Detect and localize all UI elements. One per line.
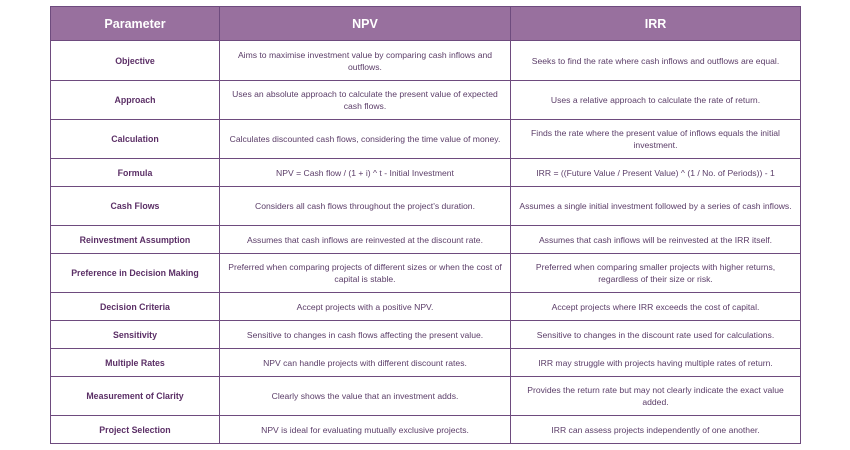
parameter-cell: Decision Criteria xyxy=(51,293,220,321)
parameter-cell: Measurement of Clarity xyxy=(51,377,220,416)
irr-cell: Finds the rate where the present value of inflows equals the initial investment. xyxy=(511,120,801,159)
parameter-cell: Reinvestment Assumption xyxy=(51,226,220,254)
irr-cell: Preferred when comparing smaller projects with higher returns, regardless of their size or risk. xyxy=(511,254,801,293)
irr-cell: Seeks to find the rate where cash inflows and outflows are equal. xyxy=(511,41,801,81)
npv-cell: Assumes that cash inflows are reinvested at the discount rate. xyxy=(220,226,511,254)
table-row xyxy=(51,159,801,187)
npv-cell: NPV is ideal for evaluating mutually exclusive projects. xyxy=(220,416,511,444)
table-row xyxy=(51,377,801,416)
irr-cell: IRR = ((Future Value / Present Value) ^ (1 / No. of Periods)) - 1 xyxy=(511,159,801,187)
parameter-cell: Project Selection xyxy=(51,416,220,444)
irr-cell: Assumes a single initial investment followed by a series of cash inflows. xyxy=(511,187,801,226)
parameter-cell: Approach xyxy=(51,81,220,120)
table-row xyxy=(51,226,801,254)
irr-cell: IRR may struggle with projects having multiple rates of return. xyxy=(511,349,801,377)
parameter-cell: Multiple Rates xyxy=(51,349,220,377)
parameter-cell: Objective xyxy=(51,41,220,81)
table-row xyxy=(51,349,801,377)
table-row xyxy=(51,416,801,444)
header-row xyxy=(51,7,801,41)
npv-cell: Accept projects with a positive NPV. xyxy=(220,293,511,321)
parameter-cell: Cash Flows xyxy=(51,187,220,226)
table-row xyxy=(51,293,801,321)
table-row xyxy=(51,81,801,120)
npv-cell: Considers all cash flows throughout the project's duration. xyxy=(220,187,511,226)
npv-cell: NPV can handle projects with different discount rates. xyxy=(220,349,511,377)
irr-cell: IRR can assess projects independently of one another. xyxy=(511,416,801,444)
header-irr: IRR xyxy=(511,7,801,41)
npv-cell: Clearly shows the value that an investment adds. xyxy=(220,377,511,416)
irr-cell: Sensitive to changes in the discount rate used for calculations. xyxy=(511,321,801,349)
table-row xyxy=(51,41,801,81)
npv-cell: Preferred when comparing projects of different sizes or when the cost of capital is stable. xyxy=(220,254,511,293)
npv-cell: NPV = Cash flow / (1 + i) ^ t - Initial Investment xyxy=(220,159,511,187)
npv-cell: Aims to maximise investment value by comparing cash inflows and outflows. xyxy=(220,41,511,81)
irr-cell: Uses a relative approach to calculate the rate of return. xyxy=(511,81,801,120)
table-row xyxy=(51,321,801,349)
parameter-cell: Sensitivity xyxy=(51,321,220,349)
irr-cell: Provides the return rate but may not clearly indicate the exact value added. xyxy=(511,377,801,416)
npv-cell: Sensitive to changes in cash flows affecting the present value. xyxy=(220,321,511,349)
parameter-cell: Formula xyxy=(51,159,220,187)
parameter-cell: Calculation xyxy=(51,120,220,159)
table-row xyxy=(51,187,801,226)
table-row xyxy=(51,120,801,159)
npv-cell: Uses an absolute approach to calculate the present value of expected cash flows. xyxy=(220,81,511,120)
table-row xyxy=(51,254,801,293)
header-npv: NPV xyxy=(220,7,511,41)
irr-cell: Assumes that cash inflows will be reinvested at the IRR itself. xyxy=(511,226,801,254)
npv-cell: Calculates discounted cash flows, considering the time value of money. xyxy=(220,120,511,159)
irr-cell: Accept projects where IRR exceeds the cost of capital. xyxy=(511,293,801,321)
header-parameter: Parameter xyxy=(51,7,220,41)
npv-vs-irr-table xyxy=(50,6,801,444)
parameter-cell: Preference in Decision Making xyxy=(51,254,220,293)
